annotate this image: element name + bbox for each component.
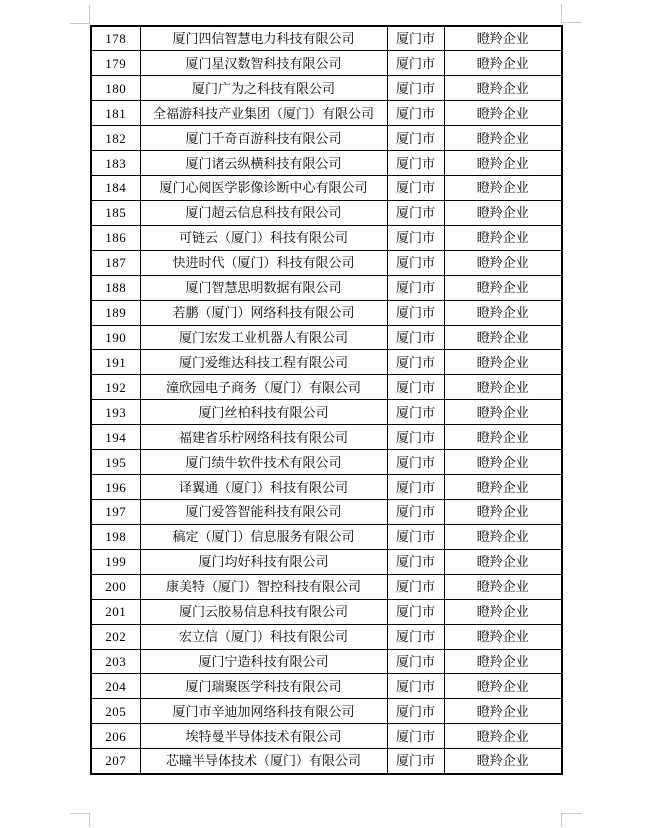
table-row <box>91 425 562 450</box>
category-cell: 瞪羚企业 <box>444 51 562 76</box>
table-row <box>91 101 562 126</box>
company-name-cell: 厦门云胶易信息科技有限公司 <box>140 599 387 624</box>
row-number-cell: 193 <box>91 400 140 425</box>
category-cell: 瞪羚企业 <box>444 250 562 275</box>
row-number-cell: 179 <box>91 51 140 76</box>
category-cell: 瞪羚企业 <box>444 126 562 151</box>
city-cell: 厦门市 <box>387 724 444 749</box>
table-row <box>91 176 562 201</box>
row-number-cell: 198 <box>91 524 140 549</box>
city-cell: 厦门市 <box>387 176 444 201</box>
city-cell: 厦门市 <box>387 450 444 475</box>
company-name-cell: 厦门广为之科技有限公司 <box>140 76 387 101</box>
table-row <box>91 749 562 774</box>
company-name-cell: 厦门超云信息科技有限公司 <box>140 200 387 225</box>
row-number-cell: 190 <box>91 325 140 350</box>
category-cell: 瞪羚企业 <box>444 200 562 225</box>
company-name-cell: 快进时代（厦门）科技有限公司 <box>140 250 387 275</box>
table-row <box>91 724 562 749</box>
city-cell: 厦门市 <box>387 549 444 574</box>
category-cell: 瞪羚企业 <box>444 624 562 649</box>
row-number-cell: 202 <box>91 624 140 649</box>
category-cell: 瞪羚企业 <box>444 101 562 126</box>
city-cell: 厦门市 <box>387 699 444 724</box>
company-name-cell: 若鹏（厦门）网络科技有限公司 <box>140 300 387 325</box>
company-name-cell: 厦门星汉数智科技有限公司 <box>140 51 387 76</box>
city-cell: 厦门市 <box>387 524 444 549</box>
company-name-cell: 厦门爱维达科技工程有限公司 <box>140 350 387 375</box>
city-cell: 厦门市 <box>387 500 444 525</box>
city-cell: 厦门市 <box>387 151 444 176</box>
company-name-cell: 厦门千奇百游科技有限公司 <box>140 126 387 151</box>
city-cell: 厦门市 <box>387 674 444 699</box>
row-number-cell: 194 <box>91 425 140 450</box>
city-cell: 厦门市 <box>387 624 444 649</box>
city-cell: 厦门市 <box>387 350 444 375</box>
city-cell: 厦门市 <box>387 275 444 300</box>
row-number-cell: 181 <box>91 101 140 126</box>
table-row <box>91 475 562 500</box>
city-cell: 厦门市 <box>387 749 444 774</box>
city-cell: 厦门市 <box>387 300 444 325</box>
table-row <box>91 599 562 624</box>
company-name-cell: 厦门宁造科技有限公司 <box>140 649 387 674</box>
row-number-cell: 206 <box>91 724 140 749</box>
city-cell: 厦门市 <box>387 126 444 151</box>
category-cell: 瞪羚企业 <box>444 749 562 774</box>
table-row <box>91 51 562 76</box>
category-cell: 瞪羚企业 <box>444 225 562 250</box>
row-number-cell: 191 <box>91 350 140 375</box>
row-number-cell: 185 <box>91 200 140 225</box>
company-name-cell: 厦门爱答智能科技有限公司 <box>140 500 387 525</box>
company-name-cell: 厦门四信智慧电力科技有限公司 <box>140 26 387 51</box>
row-number-cell: 196 <box>91 475 140 500</box>
company-name-cell: 厦门宏发工业机器人有限公司 <box>140 325 387 350</box>
city-cell: 厦门市 <box>387 225 444 250</box>
city-cell: 厦门市 <box>387 574 444 599</box>
row-number-cell: 200 <box>91 574 140 599</box>
company-table-body <box>91 26 562 774</box>
table-row <box>91 450 562 475</box>
city-cell: 厦门市 <box>387 400 444 425</box>
category-cell: 瞪羚企业 <box>444 524 562 549</box>
row-number-cell: 201 <box>91 599 140 624</box>
city-cell: 厦门市 <box>387 26 444 51</box>
company-name-cell: 厦门均好科技有限公司 <box>140 549 387 574</box>
company-table <box>90 25 563 775</box>
category-cell: 瞪羚企业 <box>444 76 562 101</box>
table-row <box>91 524 562 549</box>
table-row <box>91 400 562 425</box>
margin-crop-mark-bottom-left <box>70 813 90 827</box>
city-cell: 厦门市 <box>387 51 444 76</box>
row-number-cell: 178 <box>91 26 140 51</box>
table-row <box>91 225 562 250</box>
row-number-cell: 189 <box>91 300 140 325</box>
row-number-cell: 187 <box>91 250 140 275</box>
company-name-cell: 译翼通（厦门）科技有限公司 <box>140 475 387 500</box>
category-cell: 瞪羚企业 <box>444 475 562 500</box>
margin-crop-mark-top-right <box>561 4 582 23</box>
company-name-cell: 可链云（厦门）科技有限公司 <box>140 225 387 250</box>
city-cell: 厦门市 <box>387 325 444 350</box>
city-cell: 厦门市 <box>387 101 444 126</box>
margin-crop-mark-bottom-right <box>561 813 582 827</box>
company-name-cell: 全福游科技产业集团（厦门）有限公司 <box>140 101 387 126</box>
row-number-cell: 199 <box>91 549 140 574</box>
category-cell: 瞪羚企业 <box>444 375 562 400</box>
company-name-cell: 埃特曼半导体技术有限公司 <box>140 724 387 749</box>
table-row <box>91 624 562 649</box>
category-cell: 瞪羚企业 <box>444 400 562 425</box>
table-row <box>91 126 562 151</box>
company-name-cell: 厦门智慧思明数据有限公司 <box>140 275 387 300</box>
row-number-cell: 182 <box>91 126 140 151</box>
row-number-cell: 186 <box>91 225 140 250</box>
category-cell: 瞪羚企业 <box>444 549 562 574</box>
table-row <box>91 26 562 51</box>
table-row <box>91 151 562 176</box>
row-number-cell: 207 <box>91 749 140 774</box>
company-name-cell: 稿定（厦门）信息服务有限公司 <box>140 524 387 549</box>
table-row <box>91 549 562 574</box>
category-cell: 瞪羚企业 <box>444 151 562 176</box>
category-cell: 瞪羚企业 <box>444 649 562 674</box>
row-number-cell: 197 <box>91 500 140 525</box>
company-name-cell: 厦门瑞聚医学科技有限公司 <box>140 674 387 699</box>
category-cell: 瞪羚企业 <box>444 300 562 325</box>
table-row <box>91 574 562 599</box>
table-row <box>91 250 562 275</box>
row-number-cell: 192 <box>91 375 140 400</box>
category-cell: 瞪羚企业 <box>444 724 562 749</box>
table-row <box>91 200 562 225</box>
category-cell: 瞪羚企业 <box>444 500 562 525</box>
category-cell: 瞪羚企业 <box>444 325 562 350</box>
table-row <box>91 350 562 375</box>
table-row <box>91 375 562 400</box>
city-cell: 厦门市 <box>387 76 444 101</box>
table-row <box>91 300 562 325</box>
company-name-cell: 康美特（厦门）智控科技有限公司 <box>140 574 387 599</box>
table-row <box>91 699 562 724</box>
company-name-cell: 芯瞳半导体技术（厦门）有限公司 <box>140 749 387 774</box>
company-name-cell: 厦门诸云纵横科技有限公司 <box>140 151 387 176</box>
row-number-cell: 205 <box>91 699 140 724</box>
table-row <box>91 649 562 674</box>
category-cell: 瞪羚企业 <box>444 574 562 599</box>
row-number-cell: 180 <box>91 76 140 101</box>
city-cell: 厦门市 <box>387 375 444 400</box>
margin-crop-mark-top-left <box>70 5 90 24</box>
company-name-cell: 厦门丝柏科技有限公司 <box>140 400 387 425</box>
company-name-cell: 厦门绩牛软件技术有限公司 <box>140 450 387 475</box>
company-name-cell: 厦门市辛迪加网络科技有限公司 <box>140 699 387 724</box>
city-cell: 厦门市 <box>387 250 444 275</box>
company-name-cell: 潼欣园电子商务（厦门）有限公司 <box>140 375 387 400</box>
row-number-cell: 204 <box>91 674 140 699</box>
city-cell: 厦门市 <box>387 425 444 450</box>
row-number-cell: 195 <box>91 450 140 475</box>
category-cell: 瞪羚企业 <box>444 176 562 201</box>
company-name-cell: 宏立信（厦门）科技有限公司 <box>140 624 387 649</box>
category-cell: 瞪羚企业 <box>444 674 562 699</box>
table-row <box>91 674 562 699</box>
city-cell: 厦门市 <box>387 599 444 624</box>
category-cell: 瞪羚企业 <box>444 450 562 475</box>
company-name-cell: 厦门心阅医学影像诊断中心有限公司 <box>140 176 387 201</box>
category-cell: 瞪羚企业 <box>444 275 562 300</box>
city-cell: 厦门市 <box>387 200 444 225</box>
city-cell: 厦门市 <box>387 649 444 674</box>
company-name-cell: 福建省乐柠网络科技有限公司 <box>140 425 387 450</box>
table-row <box>91 500 562 525</box>
row-number-cell: 203 <box>91 649 140 674</box>
category-cell: 瞪羚企业 <box>444 350 562 375</box>
city-cell: 厦门市 <box>387 475 444 500</box>
table-row <box>91 76 562 101</box>
row-number-cell: 188 <box>91 275 140 300</box>
category-cell: 瞪羚企业 <box>444 699 562 724</box>
table-row <box>91 275 562 300</box>
category-cell: 瞪羚企业 <box>444 599 562 624</box>
row-number-cell: 184 <box>91 176 140 201</box>
category-cell: 瞪羚企业 <box>444 425 562 450</box>
category-cell: 瞪羚企业 <box>444 26 562 51</box>
row-number-cell: 183 <box>91 151 140 176</box>
table-row <box>91 325 562 350</box>
